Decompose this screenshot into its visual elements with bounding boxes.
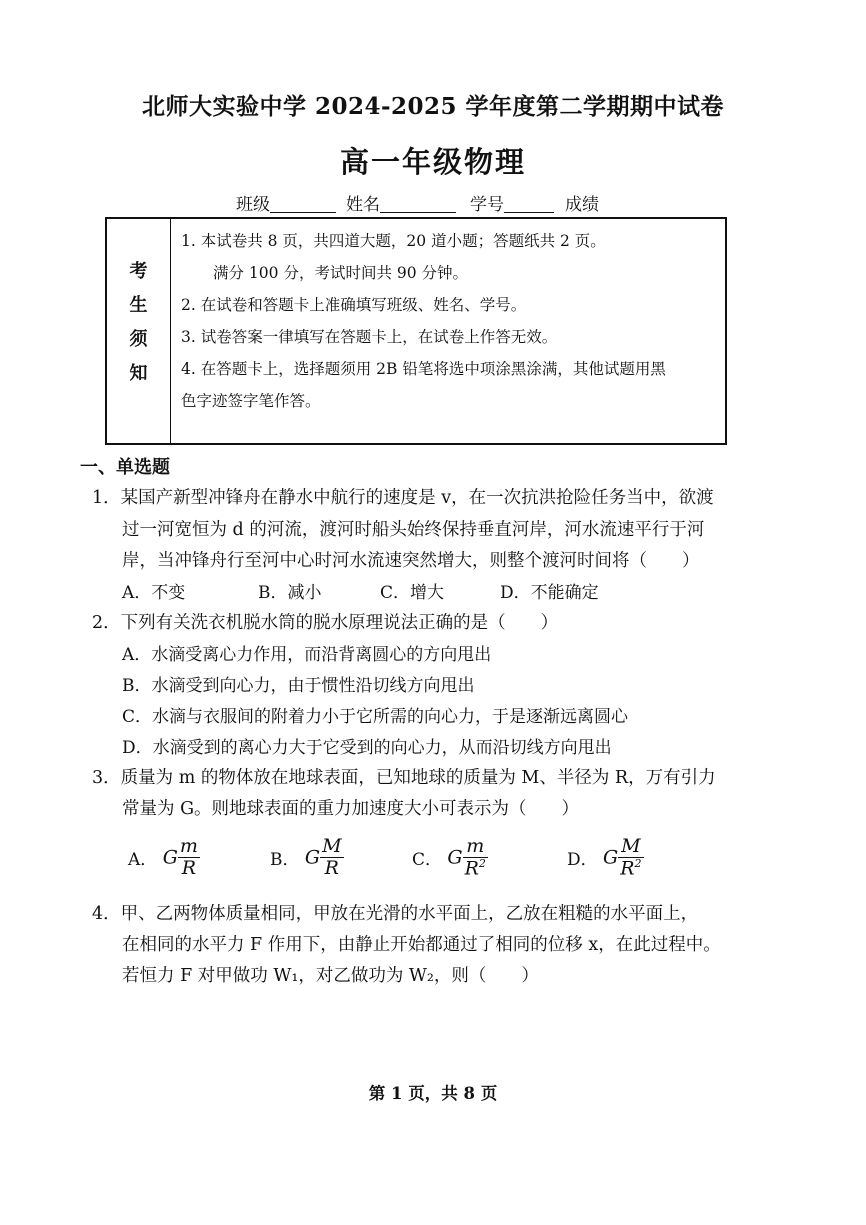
fraction — [320, 836, 343, 879]
notice-line: 色字迹签字笔作答。 — [181, 392, 321, 410]
fraction — [618, 836, 643, 879]
notice-label-char: 考 — [129, 261, 148, 282]
q1-line: 过一河宽恒为 d 的河流，渡河时船头始终保持垂直河岸，河水流速平行于河 — [122, 520, 705, 540]
q3-option-c — [412, 836, 488, 879]
denominator — [320, 858, 343, 879]
q1-option-b: B．减小 — [258, 583, 322, 603]
name-blank — [380, 196, 456, 213]
q2-option-d: D．水滴受到的离心力大于它受到的向心力，从而沿切线方向甩出 — [122, 738, 612, 758]
notice-label-column — [107, 219, 171, 443]
q2-option-b: B．水滴受到向心力，由于惯性沿切线方向甩出 — [122, 676, 475, 696]
q2-option-c: C．水滴与衣服间的附着力小于它所需的向心力，于是逐渐远离圆心 — [122, 707, 629, 727]
notice-line: 3. 试卷答案一律填写在答题卡上，在试卷上作答无效。 — [181, 328, 558, 346]
denominator-exponent: 2 — [634, 856, 642, 870]
denominator-base: R — [464, 857, 479, 880]
exam-title: 北师大实验中学 2024-2025 学年度第二学期期中试卷 — [141, 93, 725, 120]
gravity-constant: G — [447, 846, 463, 869]
exam-subtitle: 高一年级物理 — [339, 145, 526, 179]
q3-line: 常量为 G。则地球表面的重力加速度大小可表示为（ ） — [122, 799, 580, 819]
notice-label-char: 生 — [129, 295, 148, 316]
page-number: 第 1 页，共 8 页 — [368, 1084, 498, 1103]
id-blank — [504, 196, 554, 213]
score-field — [565, 190, 599, 215]
id-field — [470, 190, 554, 215]
score-label: 成绩 — [565, 195, 599, 215]
notice-line: 4. 在答题卡上，选择题须用 2B 铅笔将选中项涂黑涂满，其他试题用黑 — [181, 360, 666, 378]
class-blank — [270, 196, 336, 213]
option-label: D． — [567, 850, 598, 871]
notice-line: 2. 在试卷和答题卡上准确填写班级、姓名、学号。 — [181, 296, 527, 314]
q4-line: 在相同的水平力 F 作用下，由静止开始都通过了相同的位移 x，在此过程中。 — [122, 935, 721, 955]
gravity-constant: G — [603, 846, 619, 869]
numerator: m — [179, 835, 198, 857]
q4-line: 若恒力 F 对甲做功 W₁，对乙做功为 W₂，则（ ） — [122, 966, 539, 986]
fraction — [178, 836, 200, 879]
denominator-base: R — [620, 857, 635, 880]
q4-line: 4．甲、乙两物体质量相同，甲放在光滑的水平面上，乙放在粗糙的水平面上， — [92, 904, 699, 924]
q1-option-d: D．不能确定 — [500, 583, 599, 603]
option-label: A． — [128, 849, 158, 870]
notice-line: 1. 本试卷共 8 页，共四道大题，20 道小题；答题纸共 2 页。 — [181, 232, 606, 250]
numerator: m — [463, 836, 488, 858]
fraction — [463, 836, 488, 879]
option-label: B． — [270, 849, 300, 870]
denominator-base: R — [324, 856, 339, 879]
denominator — [618, 858, 643, 879]
name-field — [346, 190, 456, 215]
q2-stem: 2．下列有关洗衣机脱水筒的脱水原理说法正确的是（ ） — [92, 613, 559, 633]
q3-option-d — [567, 836, 644, 879]
gravity-constant: G — [304, 846, 321, 869]
q3-option-b — [270, 836, 344, 879]
q1-line: 1．某国产新型冲锋舟在静水中航行的速度是 v，在一次抗洪抢险任务当中，欲渡 — [92, 488, 714, 508]
notice-line: 满分 100 分，考试时间共 90 分钟。 — [213, 264, 469, 282]
notice-label-char: 须 — [129, 329, 148, 350]
gravity-constant: G — [162, 846, 178, 869]
denominator-base: R — [181, 856, 197, 879]
numerator: M — [322, 835, 342, 857]
q1-line: 岸，当冲锋舟行至河中心时河水流速突然增大，则整个渡河时间将（ ） — [122, 551, 700, 571]
denominator — [178, 858, 200, 879]
section-heading: 一、单选题 — [80, 457, 170, 478]
class-label: 班级 — [236, 195, 270, 215]
name-label: 姓名 — [346, 195, 380, 215]
id-label: 学号 — [470, 195, 504, 215]
notice-label-char: 知 — [129, 363, 148, 384]
notice-box — [105, 217, 727, 445]
q1-option-c: C．增大 — [380, 583, 445, 603]
option-label: C． — [412, 850, 443, 871]
q3-option-a — [128, 836, 200, 879]
q1-option-a: A．不变 — [122, 583, 186, 603]
class-field — [236, 190, 336, 215]
denominator — [463, 858, 488, 879]
q3-line: 3．质量为 m 的物体放在地球表面，已知地球的质量为 M、半径为 R，万有引力 — [92, 768, 716, 788]
q2-option-a: A．水滴受离心力作用，而沿背离圆心的方向甩出 — [122, 645, 492, 665]
denominator-exponent: 2 — [478, 856, 486, 870]
numerator: M — [618, 836, 643, 858]
